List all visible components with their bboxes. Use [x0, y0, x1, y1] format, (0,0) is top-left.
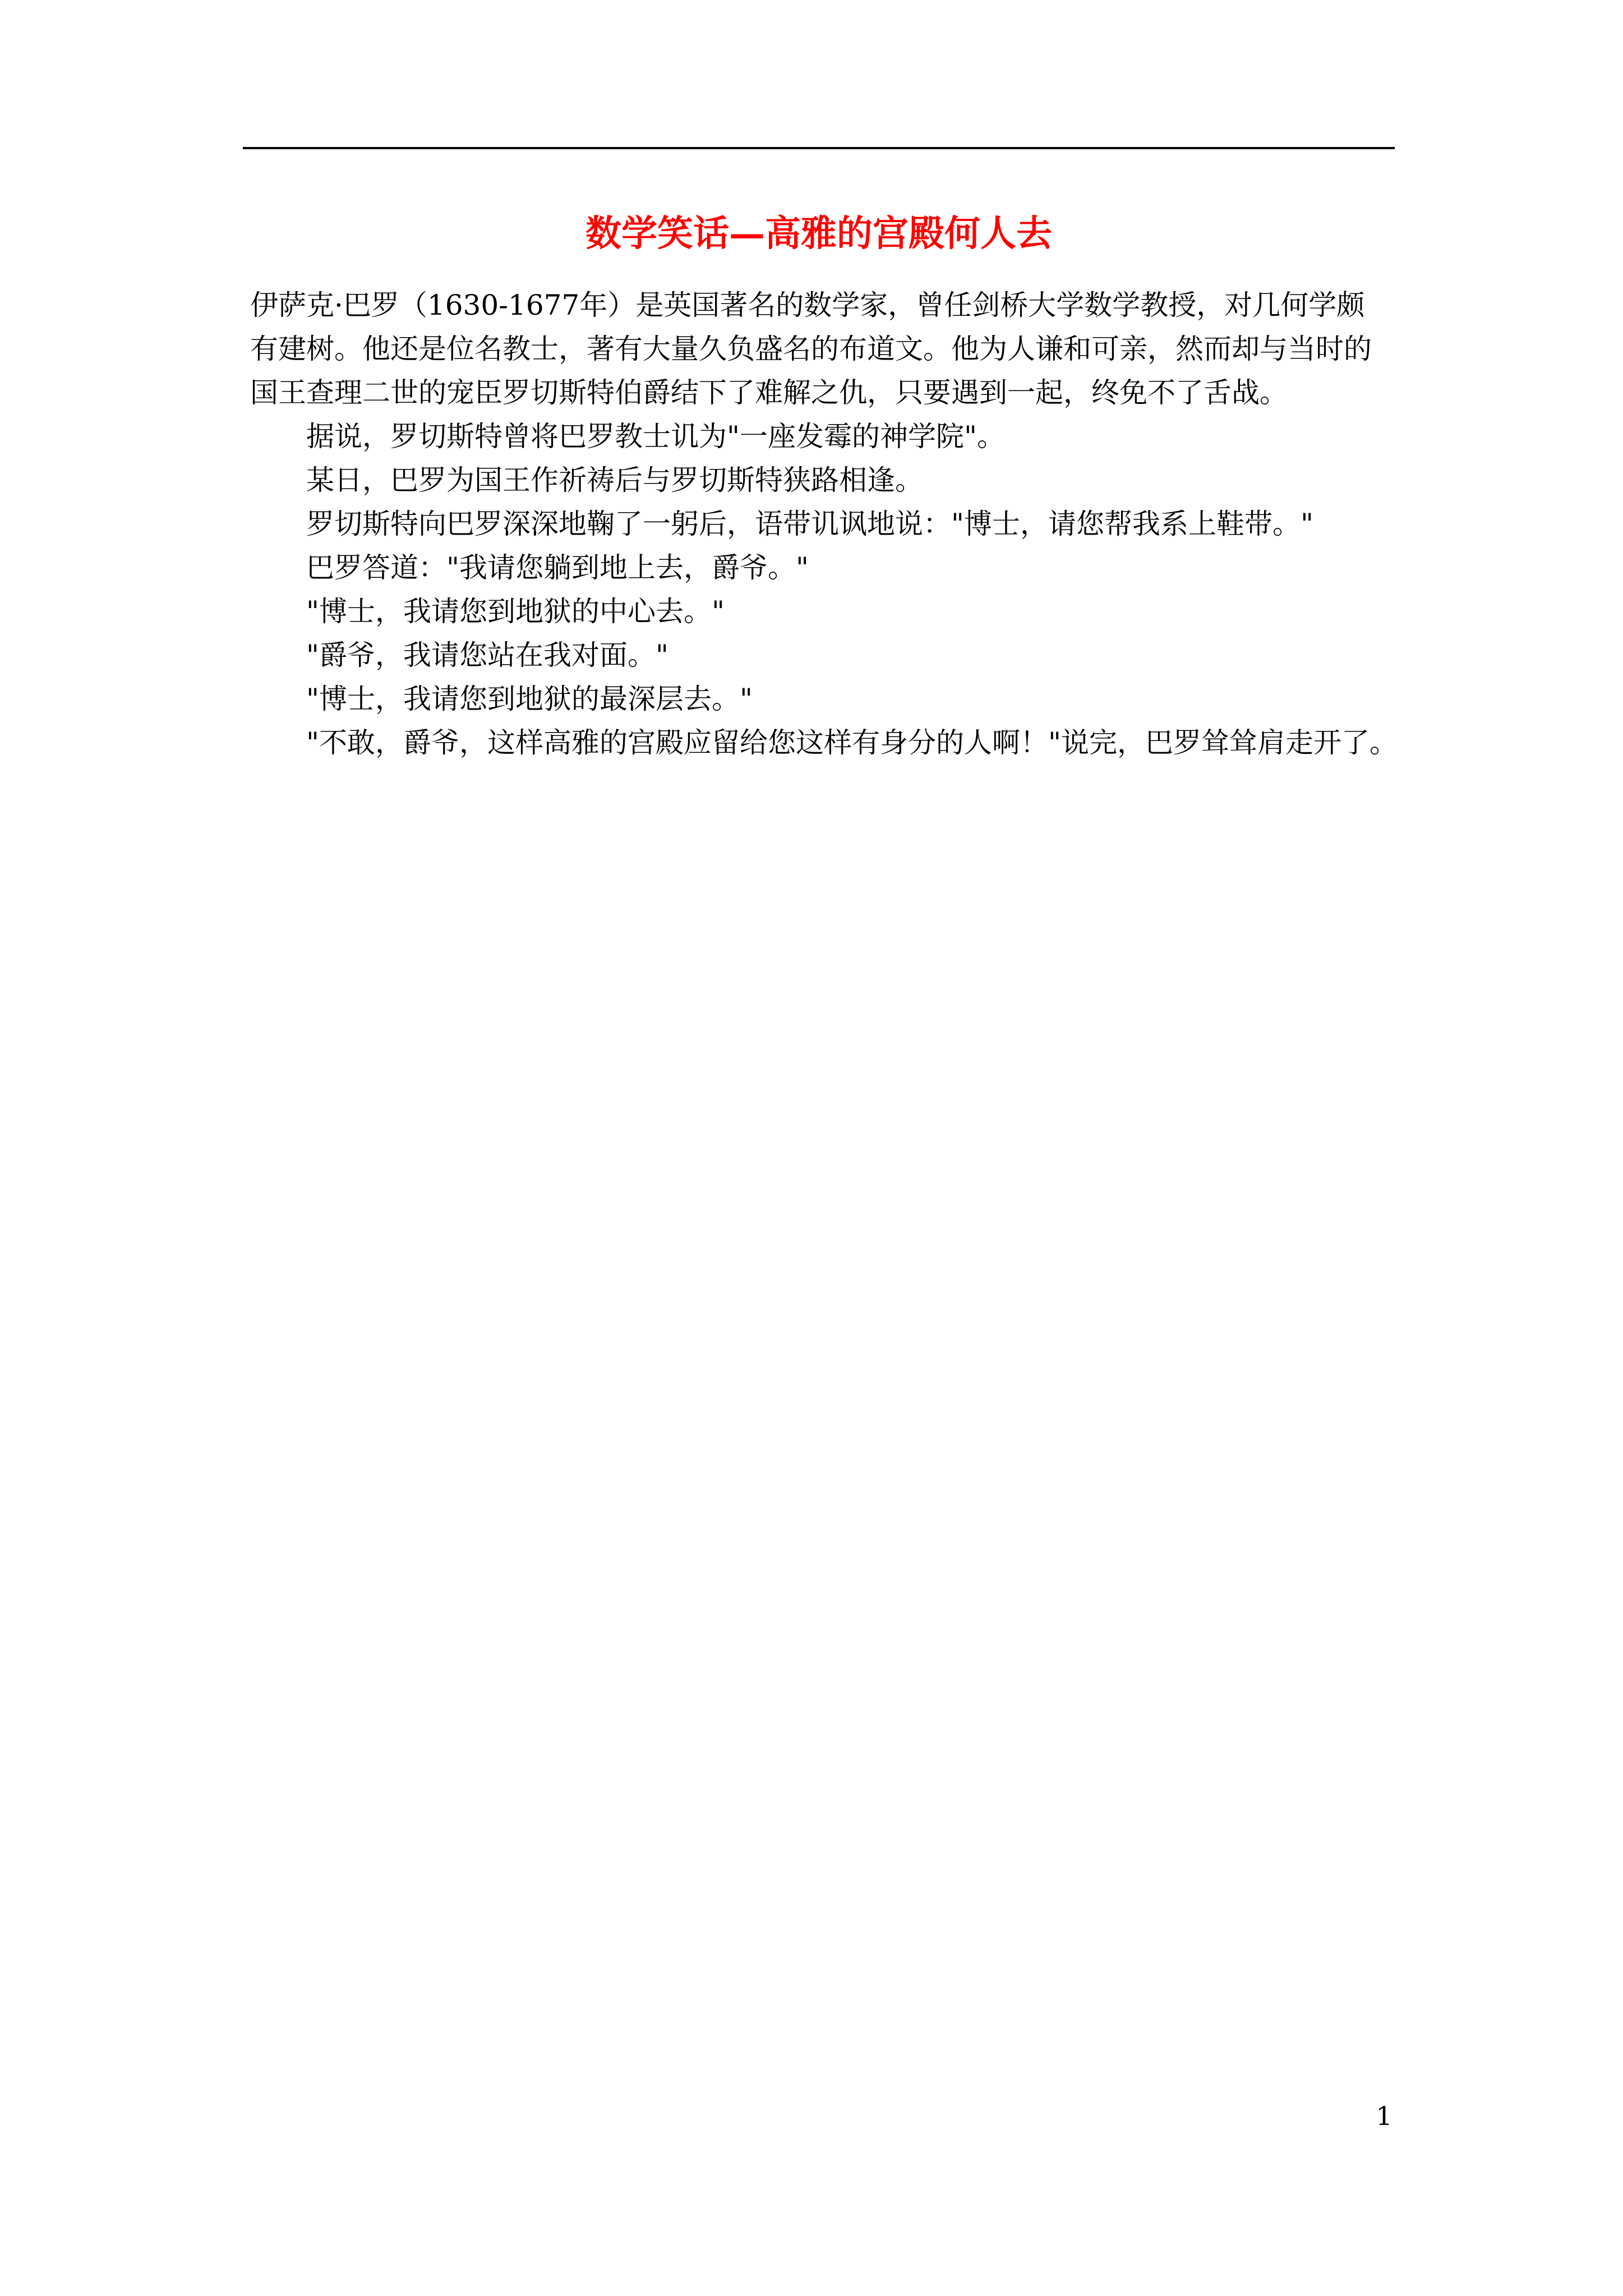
- article-body: [250, 283, 1402, 765]
- paragraph-7: "博士，我请您到地狱的最深层去。": [306, 683, 753, 715]
- page-title: 数学笑话—高雅的宫殿何人去: [585, 213, 1052, 255]
- paragraph-8: "不敢，爵爷，这样高雅的宫殿应留给您这样有身分的人啊！"说完，巴罗耸耸肩走开了。: [306, 726, 1398, 759]
- paragraph-2: 某日，巴罗为国王作祈祷后与罗切斯特狭路相逢。: [306, 464, 923, 496]
- intro-line-3: 国王查理二世的宠臣罗切斯特伯爵结下了难解之仇，只要遇到一起，终免不了舌战。: [250, 376, 1288, 409]
- paragraph-5: "博士，我请您到地狱的中心去。": [306, 595, 725, 628]
- paragraph-3: 罗切斯特向巴罗深深地鞠了一躬后，语带讥讽地说："博士，请您帮我系上鞋带。": [306, 508, 1313, 540]
- intro-line-2: 有建树。他还是位名教士，著有大量久负盛名的布道文。他为人谦和可亲，然而却与当时的: [250, 333, 1372, 365]
- header-rule: [243, 147, 1395, 149]
- intro-line-1: 伊萨克·巴罗（1630-1677年）是英国著名的数学家，曾任剑桥大学数学教授，对几何学颇: [250, 289, 1365, 321]
- paragraph-1: 据说，罗切斯特曾将巴罗教士讥为"一座发霉的神学院"。: [306, 420, 1005, 453]
- page-number: 1: [1376, 2101, 1393, 2131]
- paragraph-4: 巴罗答道："我请您躺到地上去，爵爷。": [306, 551, 809, 584]
- paragraph-6: "爵爷，我请您站在我对面。": [306, 639, 668, 671]
